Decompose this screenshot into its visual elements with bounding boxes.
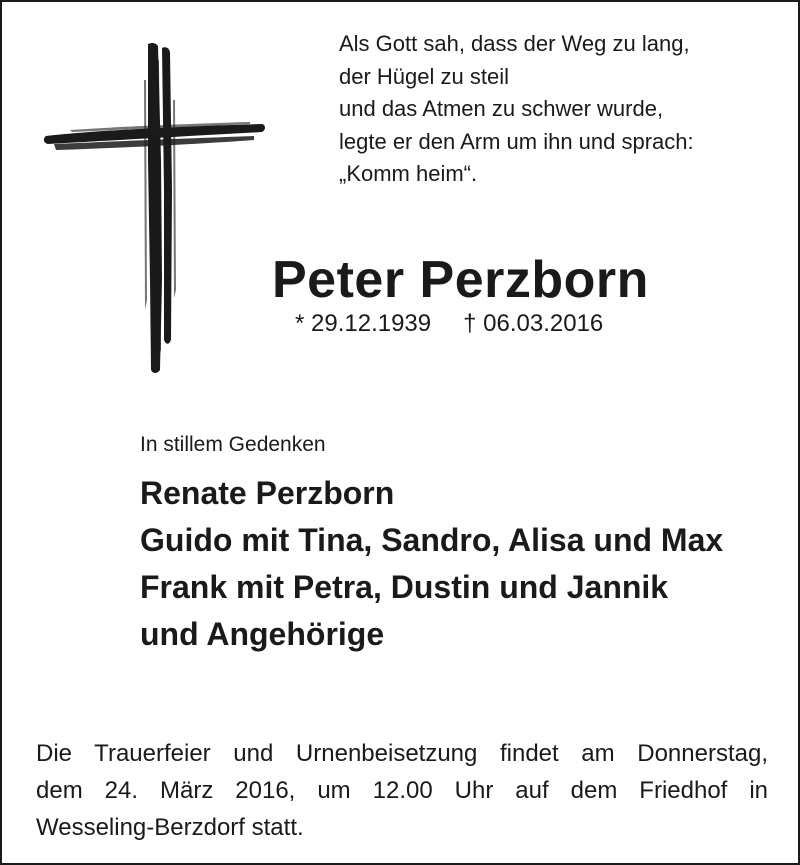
poem-line: der Hügel zu steil: [339, 63, 509, 89]
deceased-name: Peter Perzborn: [272, 251, 649, 309]
mourner-line: und Angehörige: [140, 616, 385, 652]
mourner-line: Guido mit Tina, Sandro, Alisa und Max: [140, 522, 724, 558]
poem: [339, 28, 779, 191]
funeral-line: Die Trauerfeier und Urnenbeisetzung findet am Donnerstag,: [36, 740, 768, 767]
birth-date: * 29.12.1939: [295, 310, 432, 337]
death-date: † 06.03.2016: [463, 310, 604, 337]
mourner-line: Renate Perzborn: [140, 475, 395, 511]
poem-line: legte er den Arm um ihn und sprach:: [339, 128, 694, 154]
funeral-announcement: [36, 735, 768, 846]
cross-icon: [40, 40, 268, 378]
funeral-line: dem 24. März 2016, um 12.00 Uhr auf dem Friedhof in: [36, 777, 768, 804]
mourner-line: Frank mit Petra, Dustin und Jannik: [140, 569, 669, 605]
poem-line: „Komm heim“.: [339, 161, 478, 186]
memorial-intro: In stillem Gedenken: [140, 433, 326, 456]
life-dates: [295, 310, 603, 338]
mourners-list: [140, 470, 723, 658]
poem-line: Als Gott sah, dass der Weg zu lang,: [339, 31, 690, 56]
funeral-line: Wesseling-Berzdorf statt.: [36, 814, 304, 841]
poem-line: und das Atmen zu schwer wurde,: [339, 96, 664, 121]
